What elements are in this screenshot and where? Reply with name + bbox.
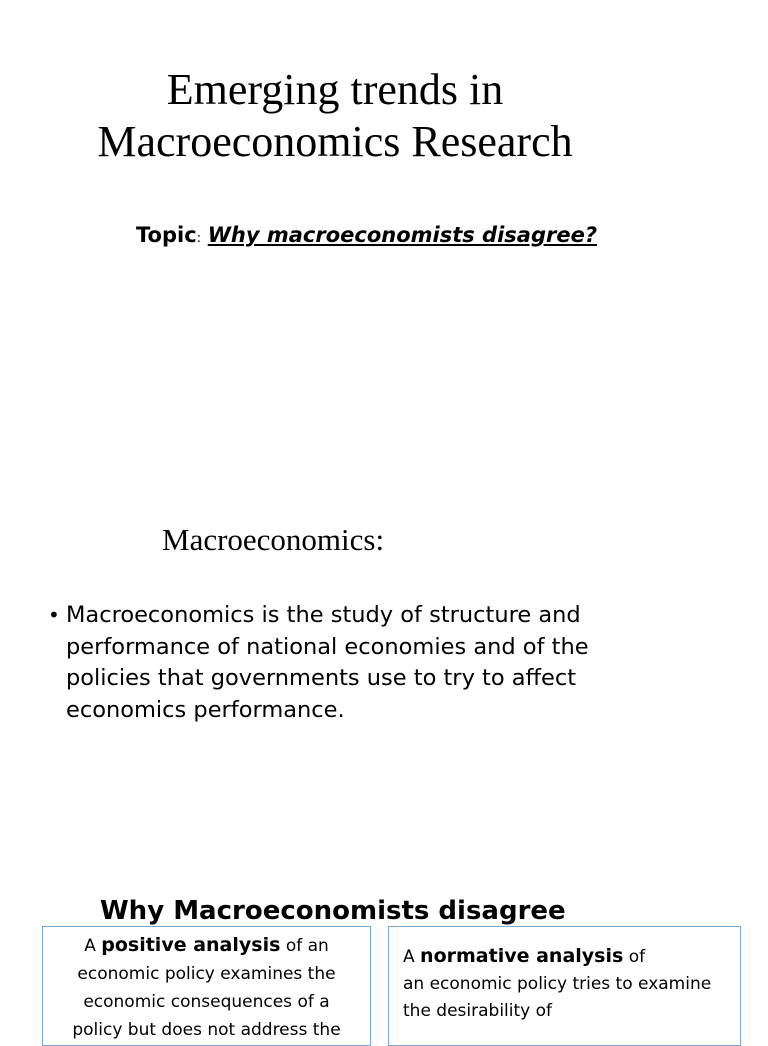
definition-text: Macroeconomics is the study of structure and performance of national economies and of the policies that governments use to try to affect economics performance. bbox=[66, 602, 589, 723]
topic-line bbox=[136, 220, 597, 254]
positive-term: positive analysis bbox=[101, 934, 281, 956]
macroeconomics-heading: Macroeconomics: bbox=[162, 522, 385, 557]
slide-title-line-1: Emerging trends in bbox=[166, 65, 504, 114]
normative-prefix: A bbox=[403, 947, 415, 967]
normative-line-3: the desirability of bbox=[403, 1001, 553, 1021]
positive-analysis-box bbox=[42, 926, 371, 1046]
disagree-heading: Why Macroeconomists disagree bbox=[100, 896, 566, 926]
positive-line-2: economic policy examines the bbox=[77, 964, 336, 984]
slide-title bbox=[40, 64, 630, 168]
definition-bullet bbox=[48, 600, 638, 726]
positive-prefix: A bbox=[84, 936, 96, 956]
topic-question: Why macroeconomists disagree? bbox=[207, 223, 598, 247]
normative-analysis-box bbox=[388, 926, 741, 1046]
positive-line-3: economic consequences of a bbox=[83, 992, 330, 1012]
normative-line-1 bbox=[403, 943, 732, 971]
positive-line-1 bbox=[53, 931, 360, 960]
topic-label: Topic bbox=[136, 223, 197, 247]
normative-term: normative analysis bbox=[420, 945, 624, 967]
normative-line-1-rest: of bbox=[628, 947, 646, 967]
positive-line-4: policy but does not address the bbox=[72, 1020, 341, 1040]
topic-colon: : bbox=[196, 231, 202, 246]
slide-title-line-2: Macroeconomics Research bbox=[97, 117, 573, 166]
bullet-icon: • bbox=[48, 603, 60, 627]
normative-line-2: an economic policy tries to examine bbox=[403, 974, 712, 994]
positive-line-1-rest: of an bbox=[285, 936, 329, 956]
